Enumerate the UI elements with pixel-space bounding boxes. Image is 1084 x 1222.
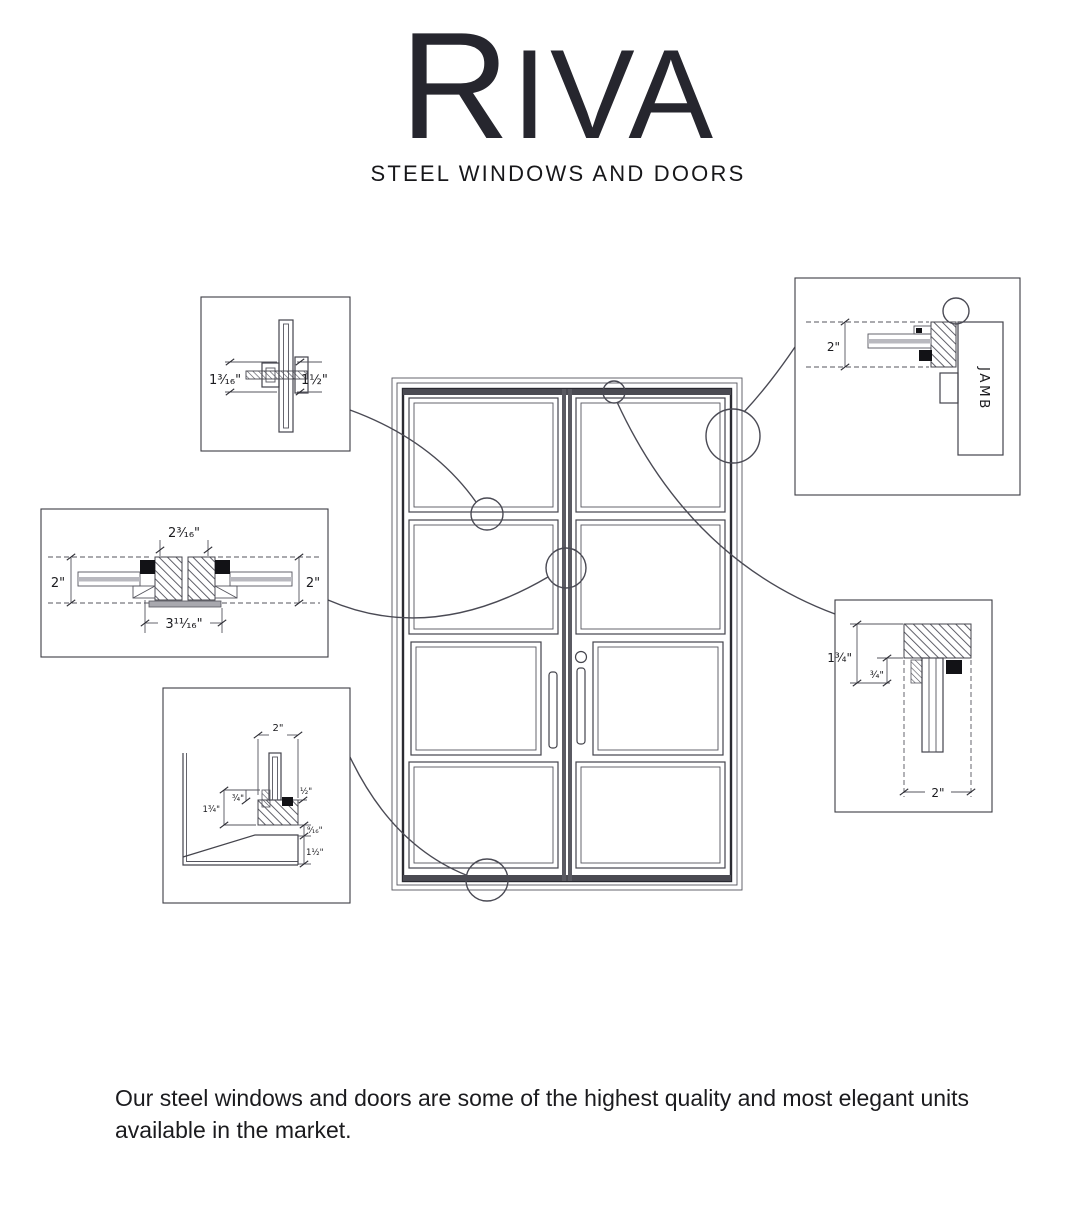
glass-panel [576,398,725,512]
sill-dim-right-top: ½" [300,787,313,797]
meeting-stile-right-bar [568,389,572,881]
sill-dim-left-inner: ¾" [231,794,244,804]
detail-jamb [795,278,1020,495]
head-dim-depth: 2" [931,786,945,800]
stile-section-left [155,557,182,600]
leader-muntin [350,410,476,502]
jamb-section [931,322,956,367]
lock-cylinder [576,652,587,663]
caption: Our steel windows and doors are some of the highest quality and most elegant units available in the market. [115,1085,970,1143]
head-section [904,624,971,658]
detail-sill [163,688,350,903]
detail-meeting-stile [41,509,328,657]
stile-dim-right: 2" [305,576,321,591]
detail-muntin [201,297,350,451]
door-leaf-frame [403,389,731,881]
gasket [282,797,293,806]
leader-meeting-stile [328,577,548,618]
door-bottom-rail [403,875,731,881]
logo-initial: R [399,1,512,171]
stile-section-right [188,557,215,600]
muntin-bar [246,371,307,379]
gasket-right [215,560,230,574]
head-dim-face: ¾" [869,670,884,681]
muntin-dim-right: 1½" [301,373,328,388]
stile-dim-top: 2³⁄₁₆" [167,526,201,541]
sill-dim-right-bottom: 1½" [306,848,324,858]
sill-dim-right-mid: ⁹⁄₁₆" [307,826,323,836]
right-door-handle [577,668,585,744]
glazing-stop [911,660,922,683]
glass-panel [409,762,558,868]
stile-dim-bottom: 3¹¹⁄₁₆" [165,617,203,632]
door-elevation [392,378,742,890]
jamb-dim-depth: 2" [826,340,840,354]
detail-head [827,600,992,812]
glass-panel [411,642,541,755]
glazing-stop [262,790,270,807]
door-head-rail [403,389,731,395]
callout-circle-jamb [706,409,760,463]
glass-panel [576,762,725,868]
glass-panel [576,520,725,634]
gasket [919,350,932,361]
leader-sill [350,757,466,875]
sill-dim-left: 1¾" [202,805,220,815]
glass-panel [593,642,723,755]
brand-tagline: STEEL WINDOWS AND DOORS [370,161,746,186]
gasket-left [140,560,155,574]
muntin-dim-left: 1³⁄₁₆" [209,373,242,388]
left-door-handle [549,672,557,748]
head-dim-height: 1¾" [827,651,852,665]
jamb-label: JAMB [976,367,992,411]
left-leaf-panels [409,398,558,868]
gasket [946,660,962,674]
meeting-stile-left-bar [562,389,566,881]
sill-dim-top: 2" [272,723,284,734]
logo-rest: IVA [511,23,717,165]
leader-jamb [744,347,795,412]
right-leaf-panels [576,398,725,868]
stile-dim-left: 2" [50,576,66,591]
astragal-plate [149,601,221,607]
